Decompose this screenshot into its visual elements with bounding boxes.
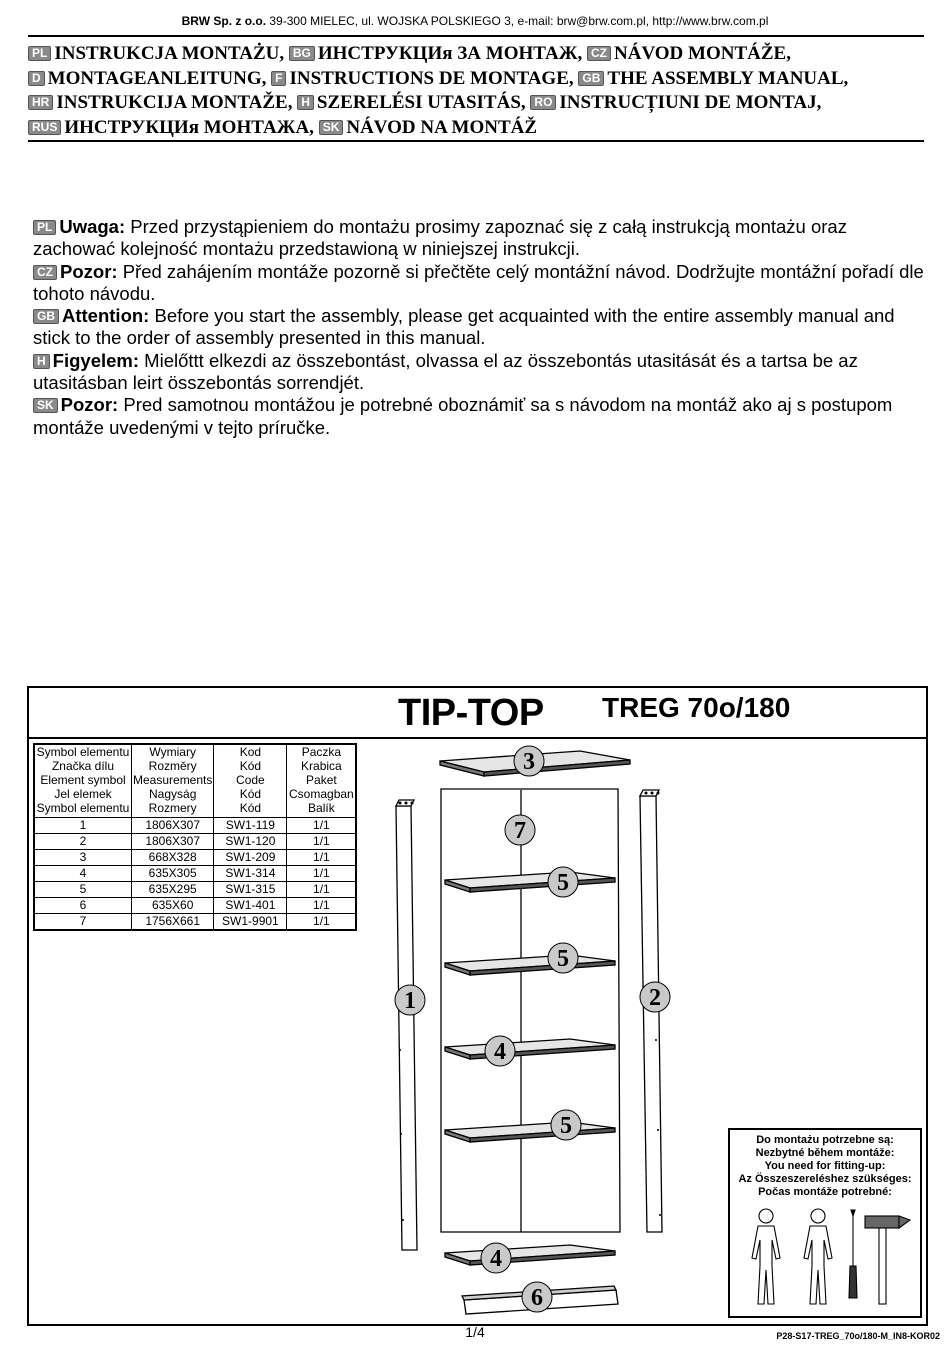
model-title: TREG 70o/180: [602, 692, 791, 723]
tools-illustration: [732, 1206, 918, 1316]
required-tools-box: [728, 1128, 922, 1318]
lang-badge: D: [28, 71, 45, 86]
cell-symbol: 5: [34, 882, 132, 898]
cell-code: SW1-315: [214, 882, 287, 898]
part-label-text: 4: [490, 1246, 502, 1272]
lang-badge: H: [33, 354, 50, 369]
header-text: Code: [236, 773, 265, 787]
part-label: [640, 982, 670, 1012]
lang-badge: CZ: [587, 46, 611, 61]
part-label-text: 1: [404, 988, 416, 1014]
tools-text: [730, 1134, 920, 1199]
header-text: Element symbol: [40, 773, 126, 787]
hammer-icon: [865, 1216, 910, 1304]
part-label: [485, 1036, 515, 1066]
header-text: Paket: [306, 773, 337, 787]
document-code: P28-S17-TREG_70o/180-M_IN8-KOR02: [776, 1331, 940, 1341]
header-text: Symbol elementu: [36, 801, 130, 815]
note-text: Before you start the assembly, please get acquainted with the entire assembly manual and stick to the order of assembly presented in this manual.: [33, 305, 895, 349]
tools-line: Nezbytné během montáže:: [755, 1147, 895, 1159]
note-text: Před zahájením montáže pozorně si přečtěte celý montážní návod. Dodržujte montážní pořadí dle tohoto návodu.: [33, 260, 924, 304]
part-label: [395, 985, 425, 1015]
title-text: NÁVOD NA MONTÁŽ: [346, 116, 538, 138]
cell-symbol: 2: [34, 834, 132, 850]
cell-code: SW1-314: [214, 866, 287, 882]
tools-line: Počas montáže potrebné:: [758, 1186, 892, 1198]
note-label: Uwaga:: [59, 216, 126, 237]
part-label-text: 2: [649, 985, 661, 1011]
cell-code: SW1-209: [214, 850, 287, 866]
title-text: MONTAGEANLEITUNG,: [47, 67, 267, 89]
lang-badge: PL: [28, 46, 51, 61]
cell-measurements: 635X305: [132, 866, 214, 882]
lang-badge: GB: [33, 309, 59, 324]
lang-badge: F: [271, 71, 286, 86]
header-text: Rozmery: [148, 801, 197, 815]
note-text: Przed przystąpieniem do montażu prosimy zapoznać się z całą instrukcją montażu oraz zachować kolejność montażu przedstawioną w niniejszej instrukcji.: [33, 216, 847, 260]
cell-measurements: 635X295: [132, 882, 214, 898]
cell-package: 1/1: [287, 898, 357, 914]
part-label-text: 7: [514, 818, 526, 844]
company-name: BRW Sp. z o.o.: [181, 14, 267, 28]
lang-badge: BG: [289, 46, 315, 61]
title-text: NÁVOD MONTÁŽE,: [614, 43, 791, 64]
part-label-text: 3: [523, 749, 535, 775]
lang-badge: SK: [33, 398, 58, 413]
note-text: Pred samotnou montážou je potrebné oboznámiť sa s návodom na montáž ako aj s postupom montáže uvedenými v tejto príručke.: [33, 394, 893, 438]
cell-measurements: 1806X307: [132, 834, 214, 850]
cell-code: SW1-9901: [214, 914, 287, 931]
cell-measurements: 1806X307: [132, 818, 214, 834]
title-text: INSTRUKCJA MONTAŻU,: [54, 43, 285, 64]
note-label: Attention:: [62, 305, 150, 327]
part-label: [481, 1243, 511, 1273]
cell-symbol: 7: [34, 914, 132, 931]
lang-badge: PL: [33, 220, 56, 235]
header-text: Kód: [239, 787, 262, 801]
part-label: [514, 746, 544, 776]
header-text: Rozměry: [148, 759, 197, 773]
person-icon: [752, 1209, 780, 1304]
cell-symbol: 4: [34, 866, 132, 882]
header-text: Krabica: [301, 759, 342, 773]
cell-symbol: 6: [34, 898, 132, 914]
page-number: 1/4: [465, 1324, 485, 1340]
cell-package: 1/1: [287, 850, 357, 866]
part-label-text: 5: [557, 870, 569, 896]
part-label-text: 6: [531, 1285, 543, 1311]
header-text: Paczka: [301, 745, 342, 759]
header-text: Csomagban: [289, 787, 354, 801]
header-text: Measurements: [133, 773, 213, 787]
lang-badge: HR: [28, 95, 53, 110]
tools-line: You need for fitting-up:: [764, 1160, 886, 1172]
cell-package: 1/1: [287, 882, 357, 898]
cell-code: SW1-120: [214, 834, 287, 850]
lang-badge: SK: [319, 120, 344, 135]
lang-badge: RO: [530, 95, 556, 110]
part-label: [548, 867, 578, 897]
part-label: [551, 1110, 581, 1140]
tools-line: Do montażu potrzebne są:: [756, 1134, 894, 1146]
header-text: Balík: [308, 801, 335, 815]
note-label: Pozor:: [60, 394, 119, 416]
header-text: Jel elemek: [54, 787, 112, 801]
title-text: INSTRUCTIONS DE MONTAGE,: [289, 67, 574, 89]
header-text: Wymiary: [149, 745, 196, 759]
lang-badge: CZ: [33, 265, 57, 280]
person-icon: [804, 1209, 832, 1304]
header-text: Kód: [239, 759, 262, 773]
title-text: INSTRUCȚIUNI DE MONTAJ,: [559, 92, 822, 113]
brand-title: TIP-TOP: [398, 692, 544, 734]
header-text: Nagyság: [149, 787, 197, 801]
cell-package: 1/1: [287, 914, 357, 931]
title-text: ИНСТРУКЦИя ЗА МОНТАЖ,: [317, 43, 583, 64]
header-text: Kod: [239, 745, 262, 759]
cell-package: 1/1: [287, 834, 357, 850]
title-text: THE ASSEMBLY MANUAL,: [607, 67, 849, 89]
header-text: Kód: [239, 801, 262, 815]
title-text: ИНСТРУКЦИя МОНТАЖА,: [64, 116, 314, 138]
cell-measurements: 1756X661: [132, 914, 214, 931]
company-address: 39-300 MIELEC, ul. WOJSKA POLSKIEGO 3, e-mail: brw@brw.com.pl, http://www.brw.com.pl: [266, 14, 769, 28]
part-label-text: 4: [494, 1039, 506, 1065]
cell-code: SW1-401: [214, 898, 287, 914]
cell-symbol: 3: [34, 850, 132, 866]
lang-badge: GB: [578, 71, 604, 86]
note-label: Figyelem:: [52, 349, 140, 371]
cell-code: SW1-119: [214, 818, 287, 834]
lang-badge: H: [297, 95, 314, 110]
part-label: [548, 943, 578, 973]
part-label: [522, 1282, 552, 1312]
lang-badge: RUS: [28, 120, 61, 135]
title-text: INSTRUKCIJA MONTAŽE,: [56, 92, 293, 113]
note-label: Pozor:: [60, 260, 118, 282]
header-text: Symbol elementu: [36, 745, 130, 759]
screwdriver-icon: [849, 1210, 857, 1298]
tools-line: Az Összeszereléshez szükséges:: [738, 1173, 912, 1185]
cell-measurements: 668X328: [132, 850, 214, 866]
cell-measurements: 635X60: [132, 898, 214, 914]
title-text: SZERELÉSI UTASITÁS,: [316, 92, 526, 113]
cell-package: 1/1: [287, 818, 357, 834]
note-text: Mielőttt elkezdi az összebontást, olvassa el az összebontás utasitását és a tartsa be az utasitásban leirt összebontás sorrendjét.: [33, 349, 858, 394]
cell-package: 1/1: [287, 866, 357, 882]
cell-symbol: 1: [34, 818, 132, 834]
part-label-text: 5: [557, 946, 569, 972]
part-label: [505, 815, 535, 845]
header-text: Značka dílu: [51, 759, 115, 773]
part-label-text: 5: [560, 1113, 572, 1139]
